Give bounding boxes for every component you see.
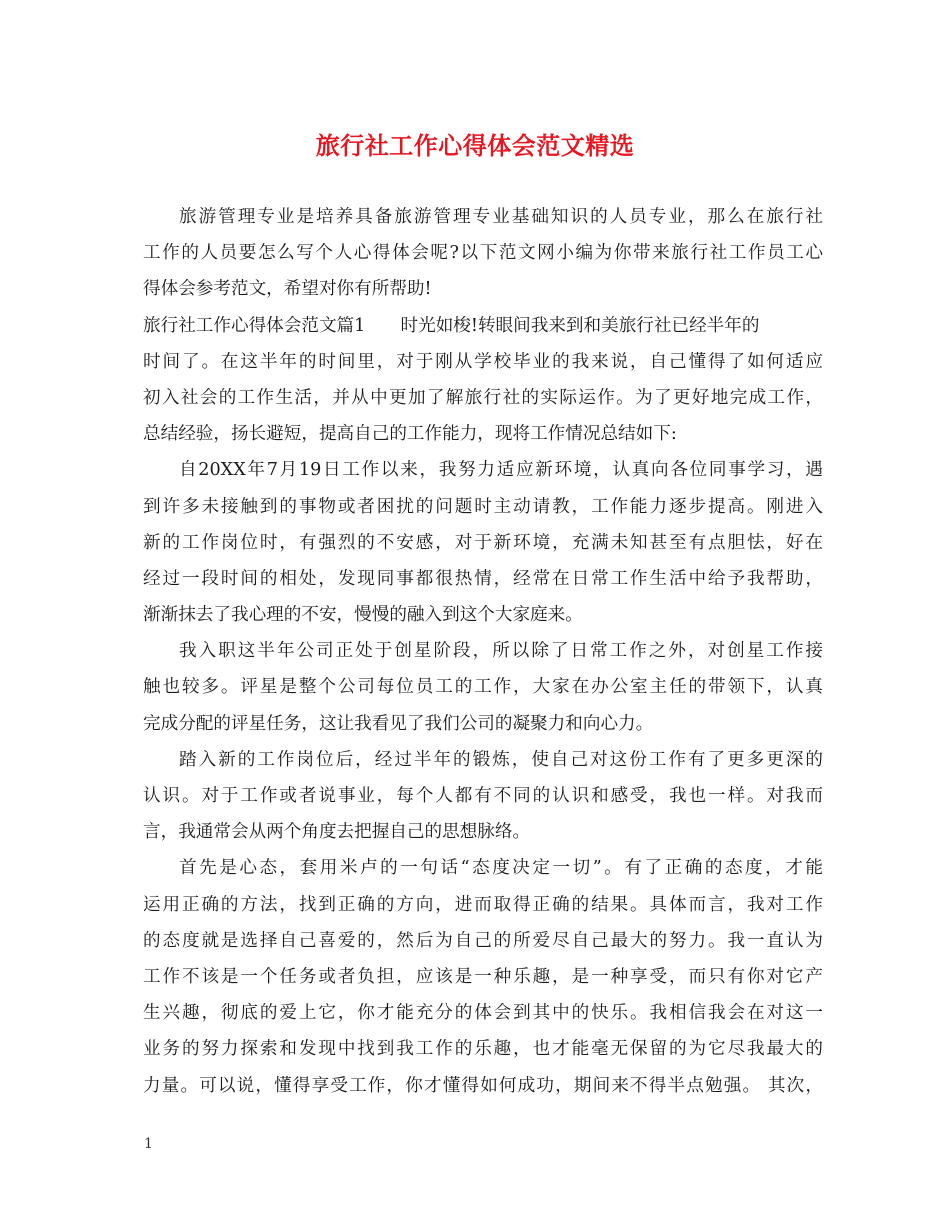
text-line: 总结经验，扬长避短，提高自己的工作能力，现将工作情况总结如下: xyxy=(143,424,677,445)
text-line: 自20XX年7月19日工作以来，我努力适应新环境，认真向各位同事学习，遇 xyxy=(179,460,823,481)
text-line: 初入社会的工作生活，并从中更加了解旅行社的实际运作。为了更好地完成工作， xyxy=(143,387,823,408)
text-line: 时间了。在这半年的时间里，对于刚从学校毕业的我来说，自己懂得了如何适应 xyxy=(143,351,823,372)
document-body xyxy=(143,199,823,1104)
text-line: 旅行社工作心得体会范文篇1 时光如梭!转眼间我来到和美旅行社已经半年的 xyxy=(143,315,760,336)
text-line: 的态度就是选择自己喜爱的，然后为自己的所爱尽自己最大的努力。我一直认为 xyxy=(143,930,823,951)
text-line: 工作不该是一个任务或者负担，应该是一种乐趣，是一种享受，而只有你对它产 xyxy=(143,966,823,987)
text-line: 运用正确的方法，找到正确的方向，进而取得正确的结果。具体而言，我对工作 xyxy=(143,894,823,915)
document-title: 旅行社工作心得体会范文精选 xyxy=(315,131,635,160)
text-line: 旅游管理专业是培养具备旅游管理专业基础知识的人员专业，那么在旅行社 xyxy=(179,207,823,227)
text-line: 踏入新的工作岗位后，经过半年的锻炼，使自己对这份工作有了更多更深的 xyxy=(179,749,823,770)
text-line: 生兴趣，彻底的爱上它，你才能充分的体会到其中的快乐。我相信我会在对这一 xyxy=(143,1003,823,1024)
text-line: 完成分配的评星任务，这让我看见了我们公司的凝聚力和向心力。 xyxy=(143,713,654,734)
text-line: 工作的人员要怎么写个人心得体会呢?以下范文网小编为你带来旅行社工作员工心 xyxy=(143,243,823,264)
text-line: 经过一段时间的相处，发现同事都很热情，经常在日常工作生活中给予我帮助， xyxy=(143,568,823,589)
text-line: 力量。可以说，懂得享受工作，你才懂得如何成功，期间来不得半点勉强。 其次， xyxy=(143,1075,823,1096)
text-line: 首先是心态，套用米卢的一句话“态度决定一切”。有了正确的态度，才能 xyxy=(179,858,823,879)
text-line: 认识。对于工作或者说事业，每个人都有不同的认识和感受，我也一样。对我而 xyxy=(143,786,823,806)
text-line: 得体会参考范文，希望对你有所帮助! xyxy=(143,279,432,300)
text-line: 言，我通常会从两个角度去把握自己的思想脉络。 xyxy=(143,822,531,843)
text-line: 到许多未接触到的事物或者困扰的问题时主动请教，工作能力逐步提高。刚进入 xyxy=(143,496,823,517)
text-line: 业务的努力探索和发现中找到我工作的乐趣，也才能毫无保留的为它尽我最大的 xyxy=(143,1039,823,1060)
text-line: 我入职这半年公司正处于创星阶段，所以除了日常工作之外，对创星工作接 xyxy=(179,641,823,662)
text-line: 新的工作岗位时，有强烈的不安感，对于新环境，充满未知甚至有点胆怯，好在 xyxy=(143,532,823,553)
page-number: 1 xyxy=(144,1136,153,1152)
text-line: 渐渐抹去了我心理的不安，慢慢的融入到这个大家庭来。 xyxy=(143,605,583,626)
text-line: 触也较多。评星是整个公司每位员工的工作，大家在办公室主任的带领下，认真 xyxy=(143,677,823,698)
